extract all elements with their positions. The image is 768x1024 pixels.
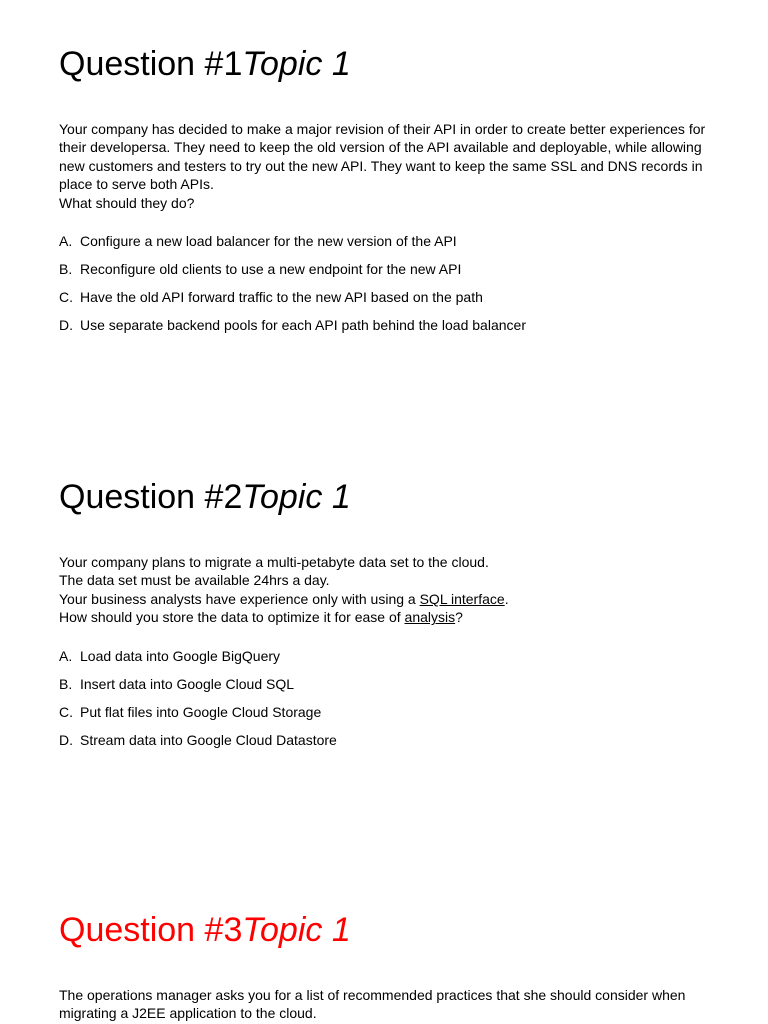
question-2-heading bbox=[59, 477, 719, 517]
option-text: Insert data into Google Cloud SQL bbox=[80, 675, 295, 692]
question-2-options bbox=[59, 647, 719, 749]
question-2-stem-line-3 bbox=[59, 590, 719, 608]
option-text: Put flat files into Google Cloud Storage bbox=[80, 703, 322, 720]
question-2-option-c[interactable] bbox=[59, 703, 719, 721]
option-letter: C. bbox=[59, 289, 73, 306]
question-1-option-d[interactable] bbox=[59, 316, 719, 334]
question-1 bbox=[59, 44, 719, 344]
sql-interface-link[interactable]: SQL interface bbox=[419, 590, 505, 607]
option-letter: C. bbox=[59, 703, 73, 720]
option-text: Load data into Google BigQuery bbox=[80, 647, 281, 664]
option-text: Have the old API forward traffic to the new API based on the path bbox=[80, 289, 483, 306]
question-3-stem bbox=[59, 986, 719, 1023]
question-2 bbox=[59, 477, 719, 759]
option-text: Reconfigure old clients to use a new endpoint for the new API bbox=[80, 261, 462, 278]
question-2-label: Question #2 bbox=[59, 478, 243, 516]
question-3-label: Question #3 bbox=[59, 911, 243, 949]
stem-text: How should you store the data to optimize it for ease of bbox=[59, 609, 405, 626]
question-1-stem bbox=[59, 120, 719, 212]
question-1-stem-text: Your company has decided to make a major revision of their API in order to create better experiences for their developersa. They need to keep the old version of the API available and deployable, while allowing new customers and testers to try out the new API. They want to keep the same SSL and DNS records in place to serve both APIs. bbox=[59, 121, 706, 193]
stem-text: . bbox=[504, 590, 509, 607]
analysis-link[interactable]: analysis bbox=[404, 609, 456, 626]
question-3-topic: Topic 1 bbox=[242, 911, 351, 949]
stem-text: Your business analysts have experience only with using a bbox=[59, 590, 420, 607]
question-2-option-d[interactable] bbox=[59, 731, 719, 749]
question-1-label: Question #1 bbox=[59, 45, 243, 83]
question-2-stem-line-2: The data set must be available 24hrs a day. bbox=[59, 572, 330, 589]
option-letter: B. bbox=[59, 261, 73, 278]
option-text: Configure a new load balancer for the new version of the API bbox=[80, 233, 457, 250]
question-3-stem-text: The operations manager asks you for a list of recommended practices that she should consider when migrating a J2EE application to the cloud. bbox=[59, 987, 686, 1022]
option-text: Stream data into Google Cloud Datastore bbox=[80, 731, 337, 748]
question-3-heading bbox=[59, 910, 719, 950]
question-1-prompt: What should they do? bbox=[59, 194, 195, 211]
option-letter: A. bbox=[59, 233, 73, 250]
option-text: Use separate backend pools for each API path behind the load balancer bbox=[80, 317, 526, 334]
option-letter: D. bbox=[59, 731, 73, 748]
question-1-topic: Topic 1 bbox=[242, 45, 351, 83]
option-letter: A. bbox=[59, 647, 73, 664]
question-2-topic: Topic 1 bbox=[242, 478, 351, 516]
question-1-option-a[interactable] bbox=[59, 232, 719, 250]
option-letter: D. bbox=[59, 317, 73, 334]
question-2-stem-line-4 bbox=[59, 608, 719, 626]
question-2-option-b[interactable] bbox=[59, 675, 719, 693]
question-1-option-b[interactable] bbox=[59, 260, 719, 278]
stem-text: ? bbox=[455, 609, 463, 626]
option-letter: B. bbox=[59, 675, 73, 692]
question-1-heading bbox=[59, 44, 719, 84]
question-2-stem bbox=[59, 553, 719, 627]
question-1-options bbox=[59, 232, 719, 334]
question-2-option-a[interactable] bbox=[59, 647, 719, 665]
question-3 bbox=[59, 910, 719, 1023]
question-1-option-c[interactable] bbox=[59, 288, 719, 306]
question-2-stem-line-1: Your company plans to migrate a multi-petabyte data set to the cloud. bbox=[59, 554, 489, 570]
